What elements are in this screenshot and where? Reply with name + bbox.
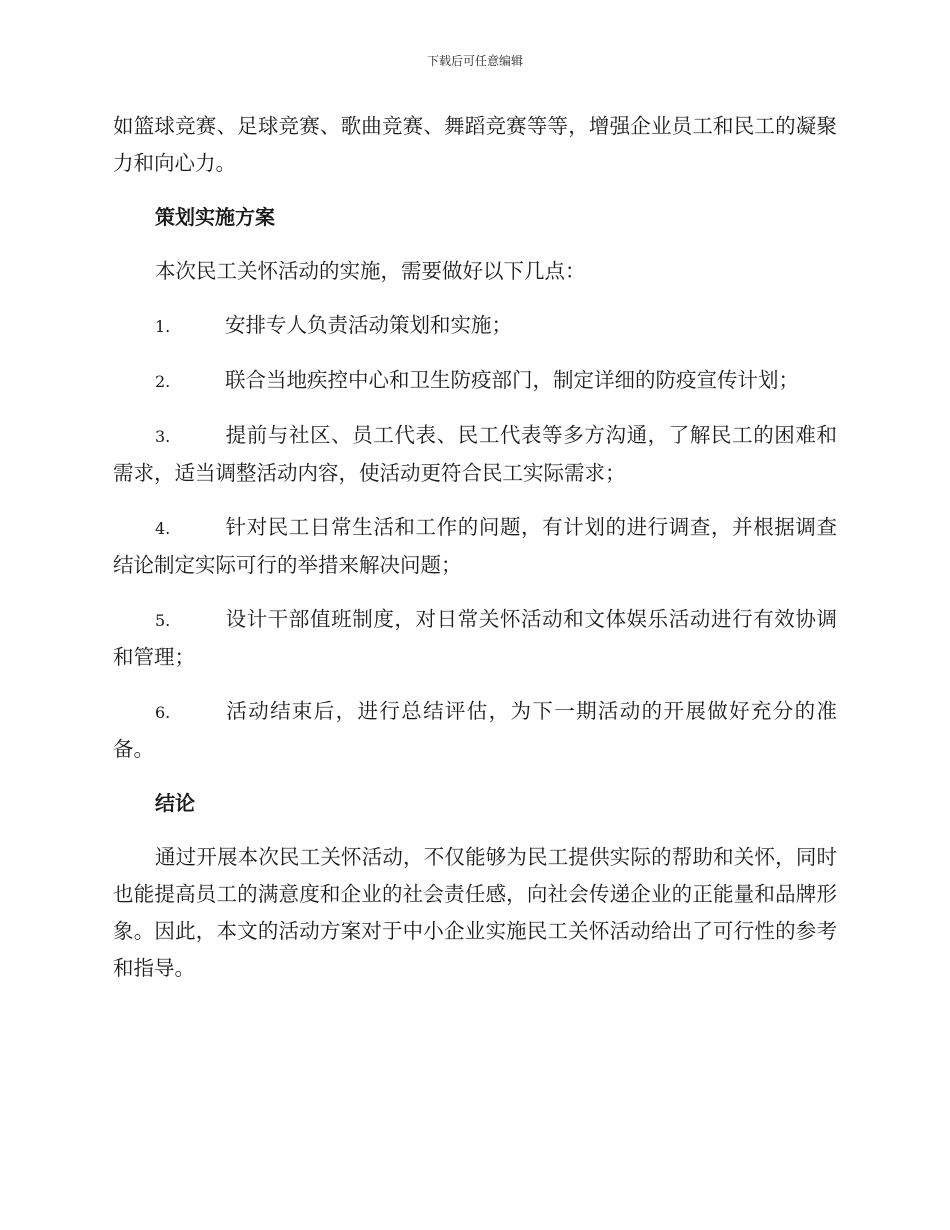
section-heading-plan: 策划实施方案 [155,205,275,229]
list-item-text: 设计干部值班制度，对日常关怀活动和文体娱乐活动进行有效协调和管理； [113,607,837,669]
plan-lead-paragraph: 本次民工关怀活动的实施，需要做好以下几点： [155,259,586,283]
intro-paragraph: 如篮球竞赛、足球竞赛、歌曲竞赛、舞蹈竞赛等等，增强企业员工和民工的凝聚力和向心力。 [113,114,837,175]
list-item [113,509,837,584]
list-item [113,601,837,676]
list-item-number: 2. [155,372,171,391]
list-item-number: 6. [155,703,171,722]
list-item-text: 联合当地疾控中心和卫生防疫部门，制定详细的防疫宣传计划； [225,368,799,392]
list-item-text: 安排专人负责活动策划和实施； [225,313,512,337]
list-item-number: 3. [155,427,171,446]
section-heading-conclusion: 结论 [155,791,195,815]
list-item-text: 针对民工日常生活和工作的问题，有计划的进行调查，并根据调查结论制定实际可行的举措来解决问题； [113,515,837,577]
list-item [113,693,837,768]
list-item-number: 1. [155,317,171,336]
list-item-number: 4. [155,519,171,538]
list-item-number: 5. [155,611,171,630]
document-body [113,108,837,1004]
list-item [113,417,837,492]
conclusion-paragraph: 通过开展本次民工关怀活动，不仅能够为民工提供实际的帮助和关怀，同时也能提高员工的满意度和企业的社会责任感，向社会传递企业的正能量和品牌形象。因此，本文的活动方案对于中小企业实施民工关怀活动给出了可行性的参考和指导。 [113,845,837,980]
list-item [113,362,837,400]
list-item-text: 提前与社区、员工代表、民工代表等多方沟通，了解民工的困难和需求，适当调整活动内容，使活动更符合民工实际需求； [113,423,837,485]
list-item [113,307,837,345]
page-header: 下载后可任意编辑 [426,54,523,68]
list-item-text: 活动结束后，进行总结评估，为下一期活动的开展做好充分的准备。 [113,699,837,761]
